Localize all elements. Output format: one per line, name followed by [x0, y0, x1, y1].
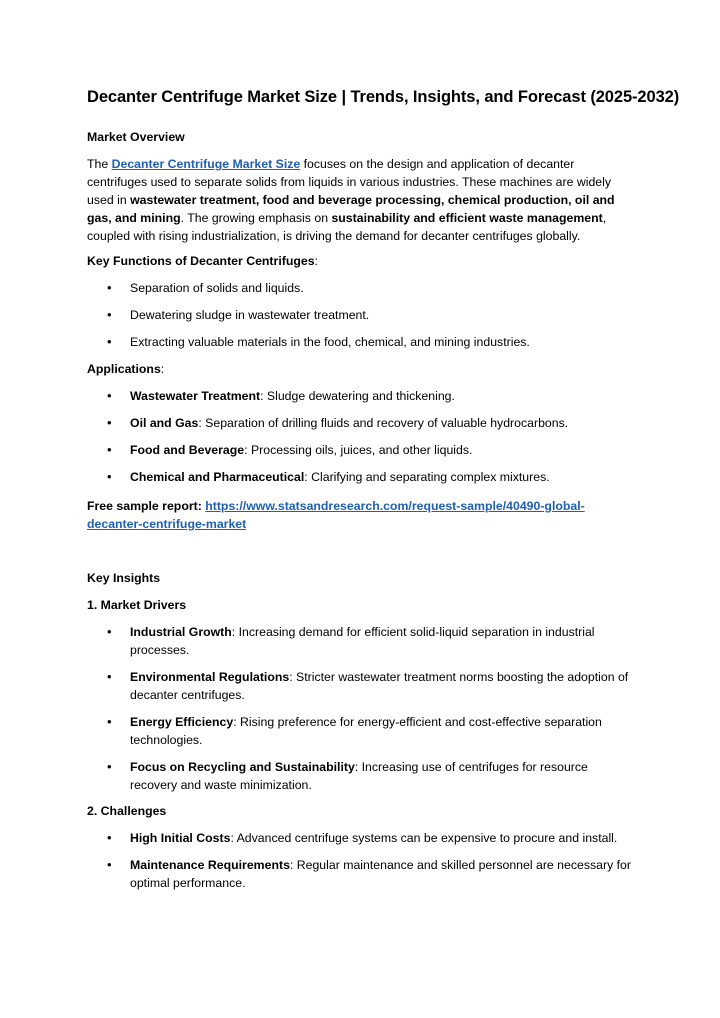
- sample-report: Free sample report: https://www.statsandresearch.com/request-sample/40490-global-decanter-centrifuge-market: [87, 499, 585, 531]
- drivers-heading: 1. Market Drivers: [87, 598, 187, 612]
- list-item: • Energy Efficiency: Rising preference for energy-efficient and cost-effective separation technologies.: [87, 713, 637, 749]
- list-item: • Separation of solids and liquids.: [87, 279, 637, 297]
- drivers-list: [87, 623, 637, 794]
- page-title: Decanter Centrifuge Market Size | Trends, Insights, and Forecast (2025-2032): [87, 88, 680, 106]
- functions-heading: Key Functions of Decanter Centrifuges:: [87, 254, 318, 268]
- challenges-heading: 2. Challenges: [87, 804, 167, 818]
- applications-heading: Applications:: [87, 362, 165, 376]
- list-item: • Industrial Growth: Increasing demand for efficient solid-liquid separation in industrial processes.: [87, 623, 637, 659]
- list-item: • Food and Beverage: Processing oils, juices, and other liquids.: [87, 441, 637, 459]
- list-item: • High Initial Costs: Advanced centrifuge systems can be expensive to procure and install.: [87, 829, 637, 847]
- functions-list: [87, 279, 637, 351]
- list-item: • Chemical and Pharmaceutical: Clarifying and separating complex mixtures.: [87, 468, 637, 486]
- list-item: • Maintenance Requirements: Regular maintenance and skilled personnel are necessary for optimal performance.: [87, 856, 637, 892]
- list-item: • Focus on Recycling and Sustainability: Increasing use of centrifuges for resource recovery and waste minimization.: [87, 758, 637, 794]
- list-item: • Environmental Regulations: Stricter wastewater treatment norms boosting the adoption of decanter centrifuges.: [87, 668, 637, 704]
- market-size-link[interactable]: Decanter Centrifuge Market Size: [111, 157, 301, 171]
- overview-heading: Market Overview: [87, 130, 185, 144]
- list-item: • Wastewater Treatment: Sludge dewatering and thickening.: [87, 387, 637, 405]
- sample-report-link[interactable]: https://www.statsandresearch.com/request-sample/40490-global-decanter-centrifuge-market: [87, 499, 585, 531]
- list-item: • Extracting valuable materials in the food, chemical, and mining industries.: [87, 333, 637, 351]
- list-item: • Dewatering sludge in wastewater treatment.: [87, 306, 637, 324]
- insights-heading: Key Insights: [87, 571, 161, 585]
- list-item: • Oil and Gas: Separation of drilling fluids and recovery of valuable hydrocarbons.: [87, 414, 637, 432]
- overview-paragraph: The Decanter Centrifuge Market Size focuses on the design and application of decanter centrifuges used to separate solids from liquids in various industries. These machines are widely used in wastewater treatment, food and beverage processing, chemical production, oil and gas, and mining. The growing emphasis on sustainability and efficient waste management, coupled with rising industrialization, is driving the demand for decanter centrifuges globally.: [87, 157, 615, 243]
- challenges-list: [87, 829, 637, 892]
- applications-list: [87, 387, 637, 486]
